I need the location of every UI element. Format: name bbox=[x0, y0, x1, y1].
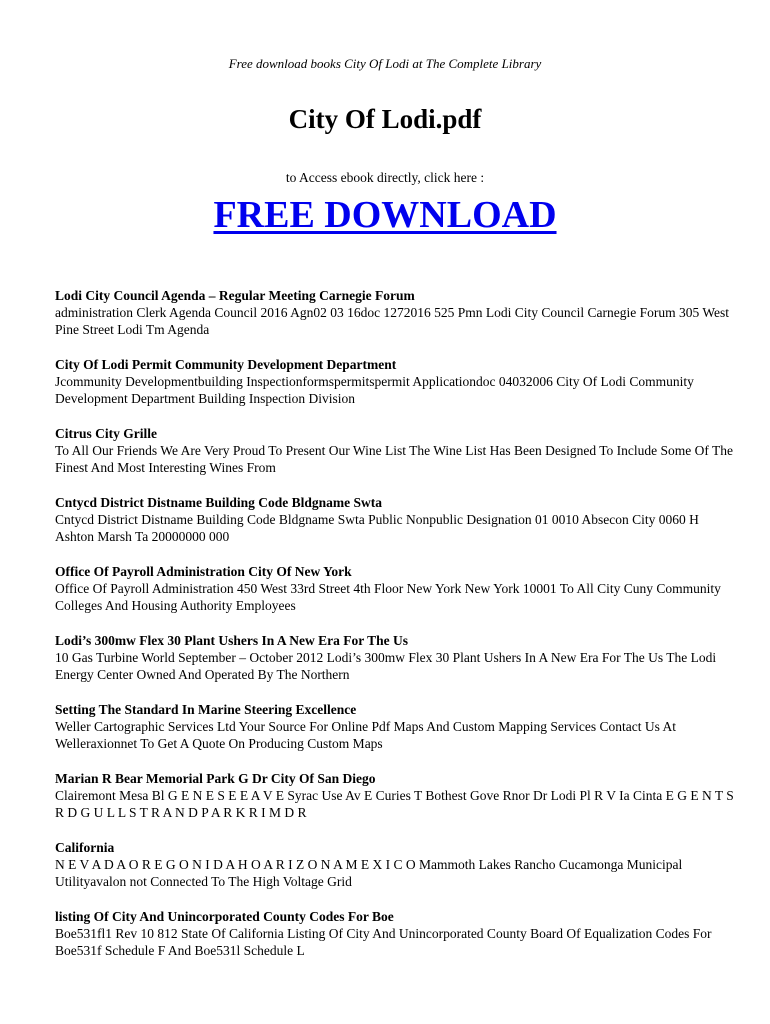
list-item bbox=[55, 356, 735, 425]
list-item bbox=[55, 287, 735, 356]
list-item bbox=[55, 632, 735, 701]
entry-title: Citrus City Grille bbox=[55, 426, 157, 441]
list-item bbox=[55, 908, 735, 977]
entry-description: Boe531fl1 Rev 10 812 State Of California Listing Of City And Unincorporated County Board Of Equalization Codes For Boe531f Schedule F And Boe531l Schedule L bbox=[55, 926, 712, 958]
list-item bbox=[55, 770, 735, 839]
list-item bbox=[55, 494, 735, 563]
entry-description: N E V A D A O R E G O N I D A H O A R I Z O N A M E X I C O Mammoth Lakes Rancho Cucamonga Municipal Utilityavalon not Connected To The High Voltage Grid bbox=[55, 857, 683, 889]
entry-title: listing Of City And Unincorporated County Codes For Boe bbox=[55, 909, 394, 924]
entry-description: 10 Gas Turbine World September – October 2012 Lodi’s 300mw Flex 30 Plant Ushers In A New Era For The Us The Lodi Energy Center Owned And Operated By The Northern bbox=[55, 650, 717, 682]
entry-title: California bbox=[55, 840, 115, 855]
header-note: Free download books City Of Lodi at The Complete Library bbox=[228, 56, 542, 71]
entry-title: Marian R Bear Memorial Park G Dr City Of San Diego bbox=[55, 771, 376, 786]
document-title: City Of Lodi.pdf bbox=[288, 104, 482, 134]
list-item bbox=[55, 425, 735, 494]
entry-title: Cntycd District Distname Building Code Bldgname Swta bbox=[55, 495, 383, 510]
entry-description: Cntycd District Distname Building Code Bldgname Swta Public Nonpublic Designation 01 0010 Absecon City 0060 H Ashton Marsh Ta 20000000 000 bbox=[55, 512, 699, 544]
entry-description: Weller Cartographic Services Ltd Your Source For Online Pdf Maps And Custom Mapping Services Contact Us At Welleraxionnet To Get A Quote On Producing Custom Maps bbox=[55, 719, 676, 751]
entry-description: administration Clerk Agenda Council 2016 Agn02 03 16doc 1272016 525 Pmn Lodi City Council Carnegie Forum 305 West Pine Street Lodi Tm Agenda bbox=[55, 305, 729, 337]
entry-title: Lodi’s 300mw Flex 30 Plant Ushers In A New Era For The Us bbox=[55, 633, 409, 648]
list-item bbox=[55, 839, 735, 908]
list-item bbox=[55, 701, 735, 770]
list-item bbox=[55, 563, 735, 632]
access-instruction: to Access ebook directly, click here : bbox=[285, 170, 485, 185]
entry-description: To All Our Friends We Are Very Proud To Present Our Wine List The Wine List Has Been Designed To Include Some Of The Finest And Most Interesting Wines From bbox=[55, 443, 734, 475]
entry-description: Clairemont Mesa Bl G E N E S E E A V E Syrac Use Av E Curies T Bothest Gove Rnor Dr Lodi Pl R V Ia Cinta E G E N T S R D G U L L S T R A N D P A R K R I M D R bbox=[55, 788, 734, 820]
entry-title: City Of Lodi Permit Community Development Department bbox=[55, 357, 397, 372]
entry-description: Jcommunity Developmentbuilding Inspectionformspermitspermit Applicationdoc 04032006 City Of Lodi Community Development Department Building Inspection Division bbox=[55, 374, 694, 406]
entry-title: Office Of Payroll Administration City Of New York bbox=[55, 564, 352, 579]
entry-title: Lodi City Council Agenda – Regular Meeting Carnegie Forum bbox=[55, 288, 415, 303]
entry-description: Office Of Payroll Administration 450 West 33rd Street 4th Floor New York New York 10001 To All City Cuny Community Colleges And Housing Authority Employees bbox=[55, 581, 721, 613]
free-download-link[interactable]: FREE DOWNLOAD bbox=[213, 194, 557, 236]
entries-list bbox=[55, 287, 735, 977]
entry-title: Setting The Standard In Marine Steering Excellence bbox=[55, 702, 357, 717]
